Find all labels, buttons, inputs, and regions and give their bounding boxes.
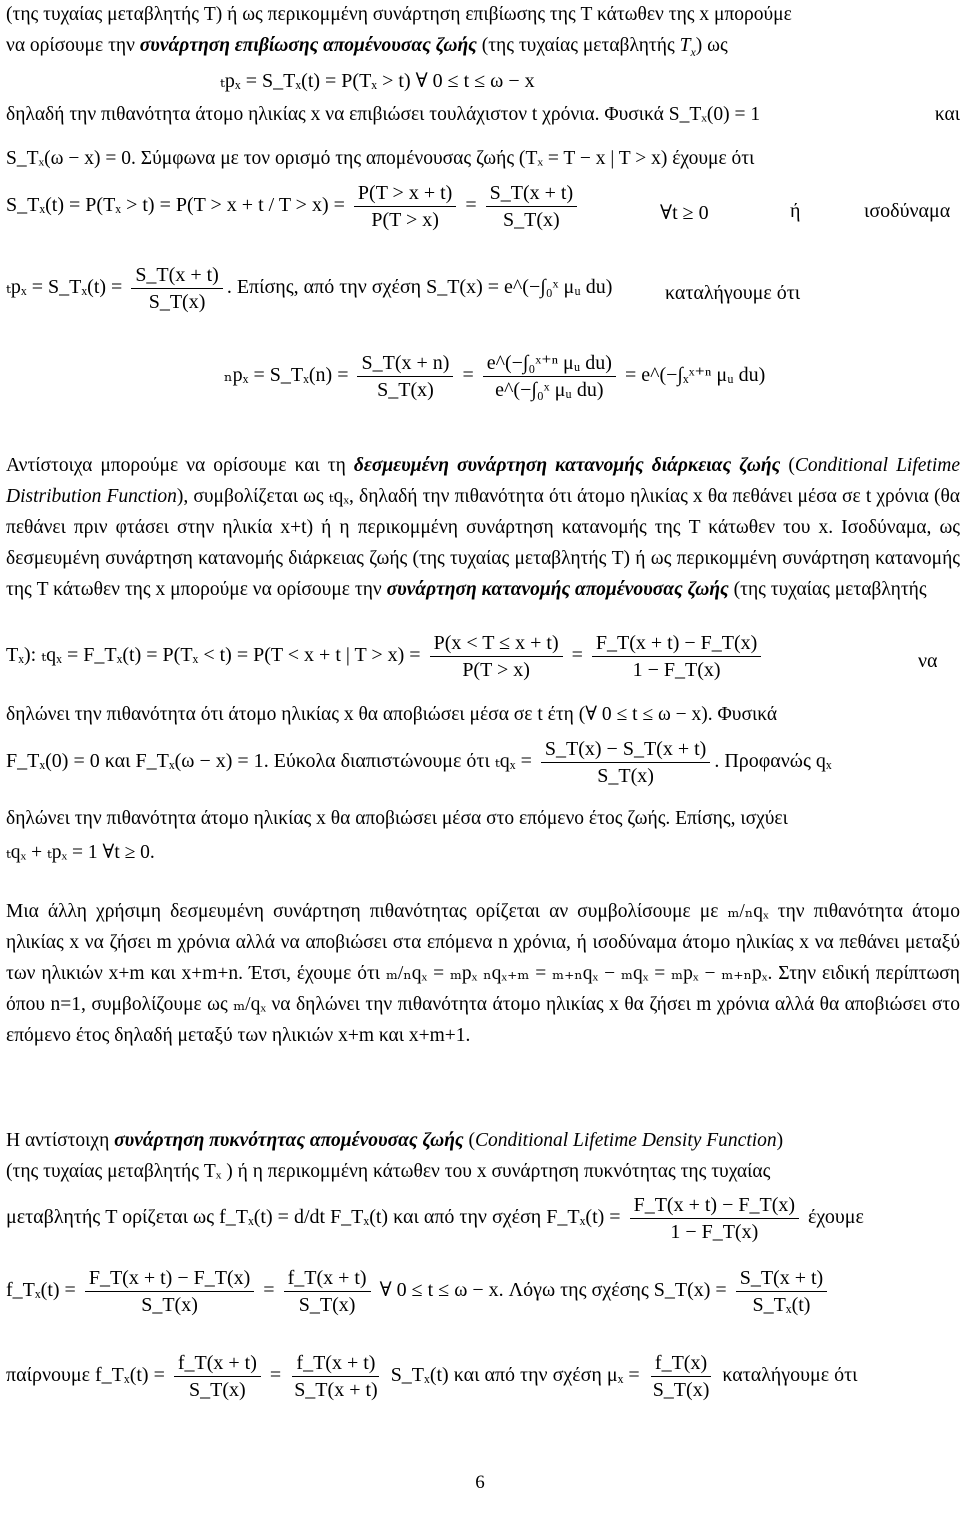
text: . Προφανώς qₓ xyxy=(714,750,832,773)
equation xyxy=(6,262,612,315)
equation: S_Tₓ(t) = P(Tₓ > t) = P(T > x + t / T > x) = $\frac{P(T > x + t)}{P(T > x)}$ = $\frac{S\_T(x + t)}{S\_T(x)}$ xyxy=(6,180,581,233)
text: . Επίσης, από την σχέση xyxy=(226,276,422,299)
text: παίρνουμε xyxy=(6,1364,91,1387)
equation: ₜpₓ = S_Tₓ(t) = P(Tₓ > t) ∀ 0 ≤ t ≤ ω − x xyxy=(220,70,535,92)
equation: S_Tₓ(0) = 1 xyxy=(668,104,761,125)
equation-part: f_Tₓ(t) = xyxy=(219,1206,289,1229)
text-line: Η αντίστοιχη συνάρτηση πυκνότητας απομένουσας ζωής (Conditional Lifetime Density Function) xyxy=(6,1130,784,1151)
equation: ₜqₓ + ₜpₓ = 1 ∀t ≥ 0. xyxy=(6,842,155,863)
equation-part: f_Tₓ(t) = xyxy=(95,1364,165,1387)
fraction: $\frac{S\_T(x) - S\_T(x + t)}{S\_T(x)}$ xyxy=(541,736,710,789)
text-line: δηλώνει την πιθανότητα ότι άτομο ηλικίας x θα αποβιώσει μέσα σε t έτη (∀ 0 ≤ t ≤ ω − x). Φυσικά xyxy=(6,704,778,725)
equation xyxy=(6,1192,864,1245)
text: καταλήγουμε ότι xyxy=(665,282,801,304)
equation-part: Tₓ): ₜqₓ = F_Tₓ(t) = P(Tₓ < t) = P(T < x + t | T > x) = xyxy=(6,644,421,667)
text: ή xyxy=(790,200,801,222)
page-number: 6 xyxy=(475,1472,485,1493)
fraction: $\frac{f\_T(x)}{S\_T(x)}$ xyxy=(652,1352,710,1401)
equation-part: S_T(x) = e^(−∫₀ˣ μᵤ du) xyxy=(426,276,613,299)
fraction: $\frac{\text{e\textasciicircum{}(−∫₀ˣ⁺ⁿ μᵤ du)}}{\text{e\textasciicircum{}(−∫₀ˣ μᵤ du)}}$ xyxy=(483,350,616,403)
fraction: $\frac{S\_T(x + n)}{S\_T(x)}$ xyxy=(357,350,453,403)
text-line xyxy=(6,148,960,170)
equation-part: = e^(−∫ₓˣ⁺ⁿ μᵤ du) xyxy=(624,364,766,387)
text: ∀ 0 ≤ t ≤ ω − x. Λόγω της σχέσης S_T(x) = xyxy=(379,1279,727,1302)
equation-part: d/dt xyxy=(293,1206,326,1229)
text: S_Tₓ(t) και από την σχέση μₓ = xyxy=(390,1364,640,1387)
fraction: $\frac{F\_T(x + t) - F\_T(x)}{1 - F\_T(x)}$ xyxy=(630,1192,799,1245)
equation-part: ₙpₓ = S_Tₓ(n) = xyxy=(224,364,349,387)
equation: Tₓ = T − x | T > x xyxy=(525,148,661,169)
fraction: $\frac{S\_T(x + t)}{S\_T(x)}$ xyxy=(486,180,578,233)
equation: S_Tₓ(ω − x) = 0 xyxy=(6,148,131,169)
text-line xyxy=(6,104,960,126)
equation: ₙpₓ = S_Tₓ(n) = $\frac{S\_T(x + n)}{S\_T(x)}$ = $\frac{\text{e\textasciicircum{}(−∫₀ˣ⁺ⁿ μᵤ du)}}{\text{e\textasciicircum{}(−∫₀ˣ μᵤ du)}}$ = e^(−∫ₓˣ⁺ⁿ μᵤ du) xyxy=(224,352,766,401)
equation: Tₓ): ₜqₓ = F_Tₓ(t) = P(Tₓ < t) = P(T < x + t | T > x) = $\frac{P(x < T \le x + t)}{P(T > x)}$ = $\frac{F\_T(x + t) - F\_T(x)}{1 - F\_T(x)}$ xyxy=(6,630,765,683)
text: έχουμε xyxy=(808,1206,864,1229)
text: να ορίσουμε την xyxy=(6,35,140,56)
paragraph: Μια άλλη χρήσιμη δεσμευμένη συνάρτηση πιθανότητας ορίζεται αν συμβολίσουμε με ₘ/ₙqₓ την πιθανότητα άτομο ηλικίας x να ζήσει m χρόνια αλλά να αποβιώσει στα επόμενα n χρόνια, ή ισοδύναμα άτομο ηλικίας x να πεθάνει μεταξύ των ηλικιών x+m και x+m+n. Έτσι, έχουμε ότι ₘ/ₙqₓ = ₘpₓ ₙqₓ₊ₘ = ₘ₊ₙqₓ − ₘqₓ = ₘpₓ − ₘ₊ₙpₓ. Στην ειδική περίπτωση όπου n=1, συμβολίζουμε ως ₘ/qₓ να δηλώνει την πιθανότητα άτομο ηλικίας x θα ζήσει m χρόνια αλλά θα αποβιώσει στο επόμενο έτος δηλαδή μεταξύ των ηλικιών x+m και x+m+1. xyxy=(6,901,960,1046)
text: και από την σχέση F_Tₓ(t) = xyxy=(393,1206,621,1229)
equation-part: F_Tₓ(0) = 0 και F_Tₓ(ω − x) = 1 xyxy=(6,750,264,773)
text-line: να ορίσουμε την συνάρτηση επιβίωσης απομένουσας ζωής (της τυχαίας μεταβλητής $T_x$) ως xyxy=(6,35,728,59)
defined-term: δεσμευμένη συνάρτηση κατανομής διάρκειας ζωής xyxy=(353,455,781,476)
text-line: (της τυχαίας μεταβλητής T) ή ως περικομμένη συνάρτηση επιβίωσης της T κάτωθεν της x μπορούμε xyxy=(6,4,792,25)
fraction: $\frac{P(T > x + t)}{P(T > x)}$ xyxy=(354,180,456,233)
fraction: $\frac{f\_T(x + t)}{S\_T(x)}$ xyxy=(284,1265,371,1318)
text: (της τυχαίας μεταβλητής xyxy=(476,35,680,56)
equation-part: S_Tₓ(t) = P(Tₓ > t) = P(T > x + t / T > x) = xyxy=(6,194,345,217)
text: . Σύμφωνα με τον ορισμό της απομένουσας ζωής ( xyxy=(130,148,526,169)
text: . Εύκολα διαπιστώνουμε ότι xyxy=(263,750,490,773)
equation xyxy=(6,736,832,789)
fraction: $\frac{S\_T(x + t)}{S\_T(x)}$ xyxy=(131,262,223,315)
text: να xyxy=(918,650,938,672)
equation-part: F_Tₓ(t) xyxy=(330,1206,389,1229)
text-line: δηλώνει την πιθανότητα άτομο ηλικίας x θα αποβιώσει μέσα στο επόμενο έτος ζωής. Επίσης, ισχύει xyxy=(6,808,788,829)
paragraph: Αντίστοιχα μπορούμε να ορίσουμε και τη δεσμευμένη συνάρτηση κατανομής διάρκειας ζωής (Conditional Lifetime Distribution Function), συμβολίζεται ως ₜqₓ, δηλαδή την πιθανότητα ότι άτομο ηλικίας x θα πεθάνει μέσα σε t χρόνια (θα πεθάνει πριν φτάσει στην ηλικία x+t) ή η περικομμένη συνάρτηση κατανομής της T κάτωθεν του x. Ισοδύναμα, ως δεσμευμένη συνάρτηση κατανομής διάρκειας ζωής (της τυχαίας μεταβλητής T) ή ως περικομμένη συνάρτηση κατανομής της T κάτωθεν της x μπορούμε να ορίσουμε την συνάρτηση κατανομής απομένουσας ζωής (της τυχαίας μεταβλητής xyxy=(6,455,960,600)
fraction: $\frac{P(x < T \le x + t)}{P(T > x)}$ xyxy=(430,630,563,683)
equation: παίρνουμε f_Tₓ(t) = $\frac{f\_T(x + t)}{S\_T(x)}$ = $\frac{f\_T(x + t)}{S\_T(x + t)}$ S_Tₓ(t) και από την σχέση μₓ = $\frac{f\_T(x)}{S\_T(x)}$ καταλήγουμε ότι xyxy=(6,1352,858,1401)
equation: f_Tₓ(t) = $\frac{F\_T(x + t) - F\_T(x)}{S\_T(x)}$ = $\frac{f\_T(x + t)}{S\_T(x)}$ ∀ 0 ≤ t ≤ ω − x. Λόγω της σχέσης S_T(x) = $\frac{S\_T(x + t)}{\text{S\_Tₓ(t)}}$ xyxy=(6,1265,831,1318)
text: καταλήγουμε ότι xyxy=(722,1364,858,1387)
text: μεταβλητής T ορίζεται ως xyxy=(6,1206,215,1229)
fraction: $\frac{f\_T(x + t)}{S\_T(x)}$ xyxy=(174,1350,261,1403)
text: και xyxy=(934,104,960,125)
text: ) ως xyxy=(695,35,728,56)
text: ) έχουμε ότι xyxy=(660,148,755,169)
defined-term: συνάρτηση επιβίωσης απομένουσας ζωής xyxy=(139,35,477,56)
text: ισοδύναμα xyxy=(864,200,951,222)
fraction: $\frac{F\_T(x + t) - F\_T(x)}{S\_T(x)}$ xyxy=(85,1265,254,1318)
equation-part: ₜqₓ = xyxy=(494,750,532,773)
defined-term: συνάρτηση κατανομής απομένουσας ζωής xyxy=(386,579,729,600)
fraction: $\frac{S\_T(x + t)}{\text{S\_Tₓ(t)}}$ xyxy=(736,1265,828,1318)
defined-term: συνάρτηση πυκνότητας απομένουσας ζωής xyxy=(114,1130,464,1151)
equation-part: ₜpₓ = S_Tₓ(t) = xyxy=(6,276,123,299)
equation-condition: ∀t ≥ 0 xyxy=(660,202,709,224)
fraction: $\frac{f\_T(x + t)}{S\_T(x + t)}$ xyxy=(294,1352,378,1401)
text-line: (της τυχαίας μεταβλητής Tₓ ) ή η περικομμένη κάτωθεν του x συνάρτηση πυκνότητας της τυχαίας xyxy=(6,1161,771,1182)
fraction: $\frac{F\_T(x + t) - F\_T(x)}{1 - F\_T(x)}$ xyxy=(592,630,761,683)
equation-part: f_Tₓ(t) = xyxy=(6,1279,76,1302)
text: δηλαδή την πιθανότητα άτομο ηλικίας x να επιβιώσει τουλάχιστον t χρόνια. Φυσικά xyxy=(6,104,669,125)
